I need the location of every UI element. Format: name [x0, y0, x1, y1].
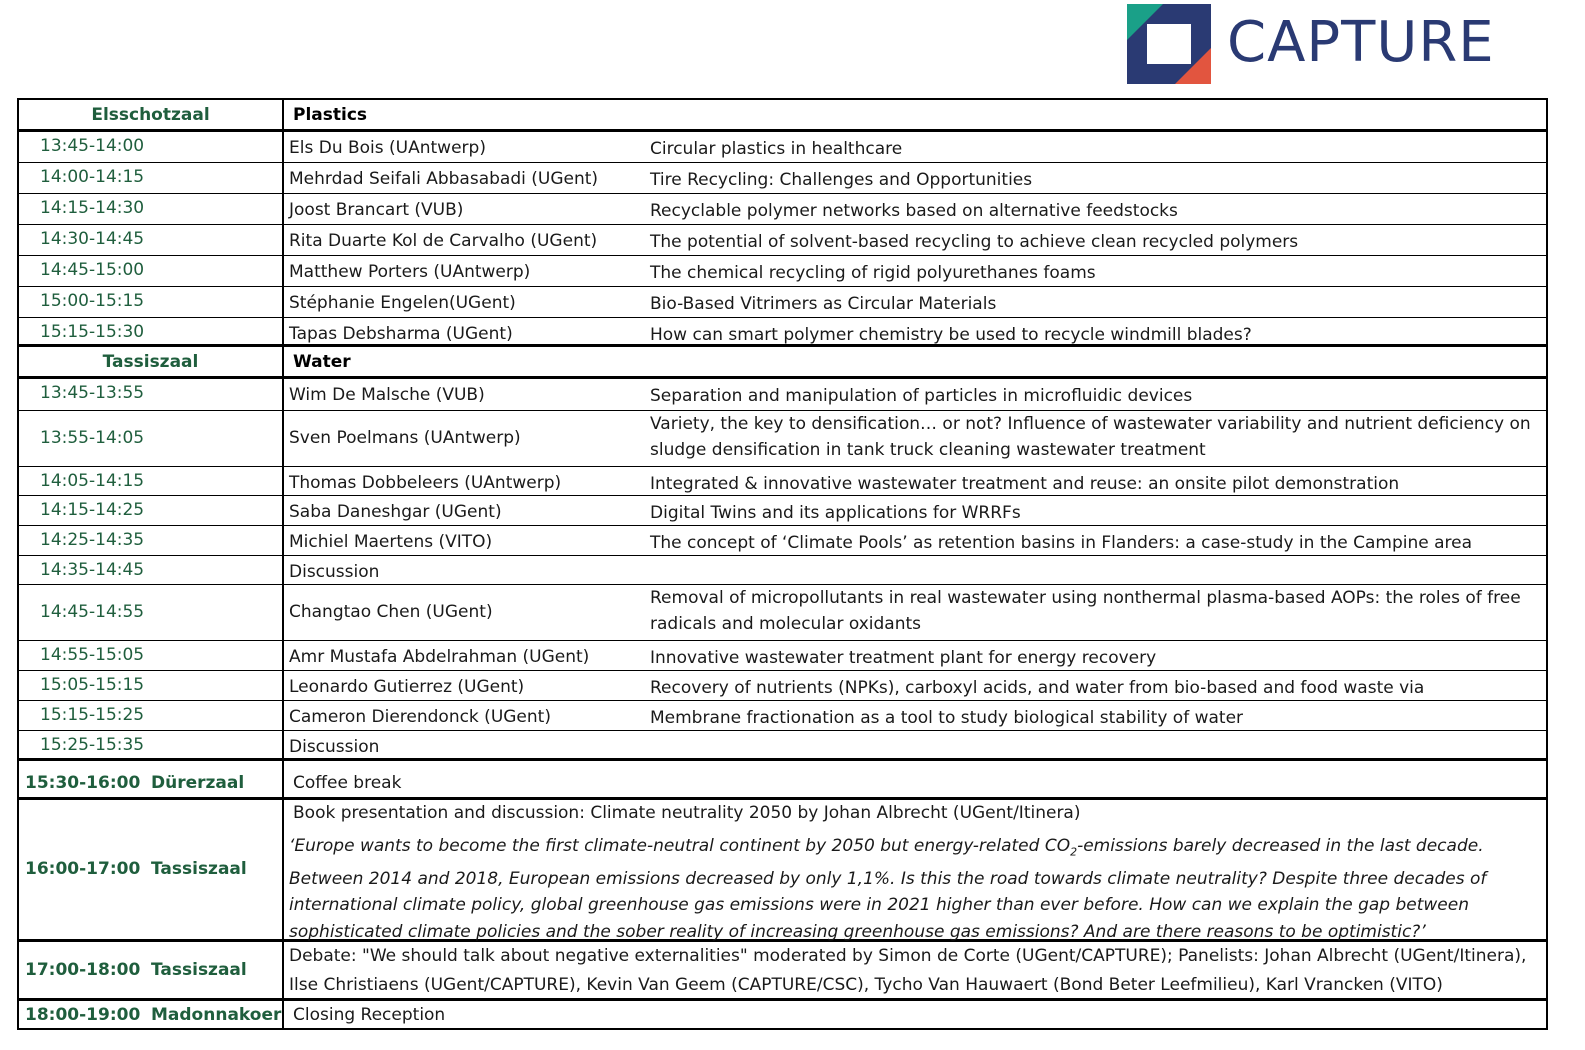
talk-speaker: Changtao Chen (UGent) [289, 602, 493, 622]
talk-speaker: Cameron Dierendonck (UGent) [289, 707, 551, 727]
session-title: Water [293, 352, 351, 372]
session-header-row [19, 100, 1546, 132]
talk-row [19, 163, 1546, 194]
talk-row [19, 225, 1546, 256]
talk-time: 14:15-14:30 [40, 198, 145, 218]
talk-speaker: Wim De Malsche (VUB) [289, 385, 485, 405]
talk-time: 15:15-15:30 [40, 322, 145, 342]
talk-speaker: Thomas Dobbeleers (UAntwerp) [289, 473, 562, 493]
book-room: Tassiszaal [151, 859, 247, 879]
column-divider [282, 768, 284, 800]
talk-speaker: Michiel Maertens (VITO) [289, 532, 493, 552]
talk-title: Recovery of nutrients (NPKs), carboxyl acids, and water from bio-based and food waste via [650, 678, 1425, 698]
book-quote-part: -emissions barely decreased in the last decade. Between 2014 and 2018, European emissions decreased by only 1,1%. Is this the road towards climate neutrality? Despite three decades of international climate policy, global greenhouse gas emissions were in 2021 higher than ever before. How can we explain the gap between sophisticated climate policies and the sober reality of increasing greenhouse gas emissions? And are there reasons to be optimistic?’ [289, 836, 1487, 942]
talk-time: 15:15-15:25 [40, 705, 145, 725]
debate-text: Debate: "We should talk about negative externalities" moderated by Simon de Corte (UGent/CAPTURE); Panelists: Johan Albrecht (UGent/Itinera), Ilse Christiaens (UGent/CAPTURE), Kevin Van Geem (CAPTURE/CSC), Tycho Van Hauwaert (Bond Beter Leefmilieu), Karl Vrancken (VITO) [289, 946, 1527, 995]
talk-row [19, 467, 1546, 496]
talk-time: 13:45-14:00 [40, 136, 145, 156]
talk-row [19, 701, 1546, 731]
talk-title: Recyclable polymer networks based on alternative feedstocks [650, 201, 1178, 221]
talk-row [19, 411, 1546, 467]
talk-time: 14:25-14:35 [40, 530, 145, 550]
session-header-row [19, 347, 1546, 379]
talk-speaker: Mehrdad Seifali Abbasabadi (UGent) [289, 169, 599, 189]
talk-row [19, 556, 1546, 585]
talk-time: 14:45-14:55 [40, 602, 145, 622]
book-quote [289, 833, 1544, 945]
talk-title: The chemical recycling of rigid polyurethanes foams [650, 263, 1096, 283]
talk-title: Digital Twins and its applications for WRRFs [650, 503, 1021, 523]
column-divider [282, 942, 284, 1001]
talk-time: 15:25-15:35 [40, 735, 145, 755]
talk-time: 15:00-15:15 [40, 291, 145, 311]
talk-title: How can smart polymer chemistry be used to recycle windmill blades? [650, 325, 1252, 345]
logo-wordmark: CAPTURE [1227, 10, 1495, 75]
talk-title: The potential of solvent-based recycling to achieve clean recycled polymers [650, 232, 1299, 252]
coffee-label: Coffee break [293, 773, 402, 793]
book-row [19, 800, 1546, 942]
talk-time: 13:45-13:55 [40, 383, 145, 403]
talk-row [19, 585, 1546, 641]
talk-speaker: Amr Mustafa Abdelrahman (UGent) [289, 647, 590, 667]
coffee-room: Dürerzaal [151, 773, 245, 793]
session-title: Plastics [293, 105, 368, 125]
talk-title: Membrane fractionation as a tool to study biological stability of water [650, 708, 1244, 728]
talk-speaker: Sven Poelmans (UAntwerp) [289, 428, 521, 448]
talk-speaker: Joost Brancart (VUB) [289, 200, 464, 220]
talk-title: Variety, the key to densification… or not? Influence of wastewater variability and nutrient deficiency on sludge densification in tank truck cleaning wastewater treatment [650, 414, 1531, 460]
talk-row [19, 641, 1546, 671]
talk-row [19, 731, 1546, 761]
talk-title: Circular plastics in healthcare [650, 139, 903, 159]
talk-speaker: Stéphanie Engelen(UGent) [289, 293, 516, 313]
column-divider [282, 1001, 284, 1028]
debate-time: 17:00-18:00 [25, 960, 141, 980]
debate-row [19, 942, 1546, 1001]
talk-time: 14:15-14:25 [40, 500, 145, 520]
closing-row [19, 1001, 1546, 1028]
book-title: Book presentation and discussion: Climate neutrality 2050 by Johan Albrecht (UGent/Itinera) [293, 803, 1081, 823]
schedule-table [17, 98, 1548, 1030]
talk-time: 14:05-14:15 [40, 471, 145, 491]
talk-row [19, 132, 1546, 163]
talk-speaker: Discussion [289, 737, 380, 757]
talk-row [19, 318, 1546, 347]
talk-speaker: Discussion [289, 562, 380, 582]
talk-title: The concept of ‘Climate Pools’ as retention basins in Flanders: a case-study in the Campine area [650, 533, 1473, 553]
talk-time: 14:35-14:45 [40, 560, 145, 580]
book-time: 16:00-17:00 [25, 859, 141, 879]
session-room: Elsschotzaal [91, 105, 210, 125]
talk-speaker: Tapas Debsharma (UGent) [289, 324, 513, 344]
talk-row [19, 526, 1546, 556]
talk-speaker: Matthew Porters (UAntwerp) [289, 262, 531, 282]
capture-logo [1127, 4, 1567, 84]
coffee-row [19, 768, 1546, 800]
talk-speaker: Rita Duarte Kol de Carvalho (UGent) [289, 231, 598, 251]
book-quote-subscript: 2 [1070, 845, 1078, 859]
talk-title: Separation and manipulation of particles in microfluidic devices [650, 386, 1193, 406]
book-quote-part: ‘Europe wants to become the first climate-neutral continent by 2050 but energy-related CO [289, 836, 1071, 856]
talk-row [19, 496, 1546, 526]
coffee-time: 15:30-16:00 [25, 773, 141, 793]
session-room: Tassiszaal [102, 352, 199, 372]
talk-time: 13:55-14:05 [40, 428, 145, 448]
talk-time: 14:00-14:15 [40, 167, 145, 187]
talk-row [19, 379, 1546, 411]
closing-room: Madonnakoer [151, 1005, 282, 1025]
talk-row [19, 194, 1546, 225]
talk-speaker: Els Du Bois (UAntwerp) [289, 138, 486, 158]
talk-speaker: Saba Daneshgar (UGent) [289, 502, 502, 522]
debate-room: Tassiszaal [151, 960, 247, 980]
talk-time: 15:05-15:15 [40, 675, 145, 695]
column-divider [282, 800, 284, 942]
talk-title: Bio-Based Vitrimers as Circular Materials [650, 294, 997, 314]
talk-time: 14:55-15:05 [40, 645, 145, 665]
talk-title: Removal of micropollutants in real wastewater using nonthermal plasma-based AOPs: the roles of free radicals and molecular oxidants [650, 588, 1521, 634]
closing-time: 18:00-19:00 [25, 1005, 141, 1025]
talk-title: Tire Recycling: Challenges and Opportunities [650, 170, 1033, 190]
talk-time: 14:30-14:45 [40, 229, 145, 249]
closing-label: Closing Reception [293, 1005, 446, 1025]
talk-title: Integrated & innovative wastewater treatment and reuse: an onsite pilot demonstration [650, 474, 1400, 494]
talk-row [19, 256, 1546, 287]
talk-title: Innovative wastewater treatment plant for energy recovery [650, 648, 1157, 668]
talk-time: 14:45-15:00 [40, 260, 145, 280]
talk-row [19, 671, 1546, 701]
capture-logo-mark-icon [1127, 4, 1211, 84]
talk-row [19, 287, 1546, 318]
talk-speaker: Leonardo Gutierrez (UGent) [289, 677, 525, 697]
